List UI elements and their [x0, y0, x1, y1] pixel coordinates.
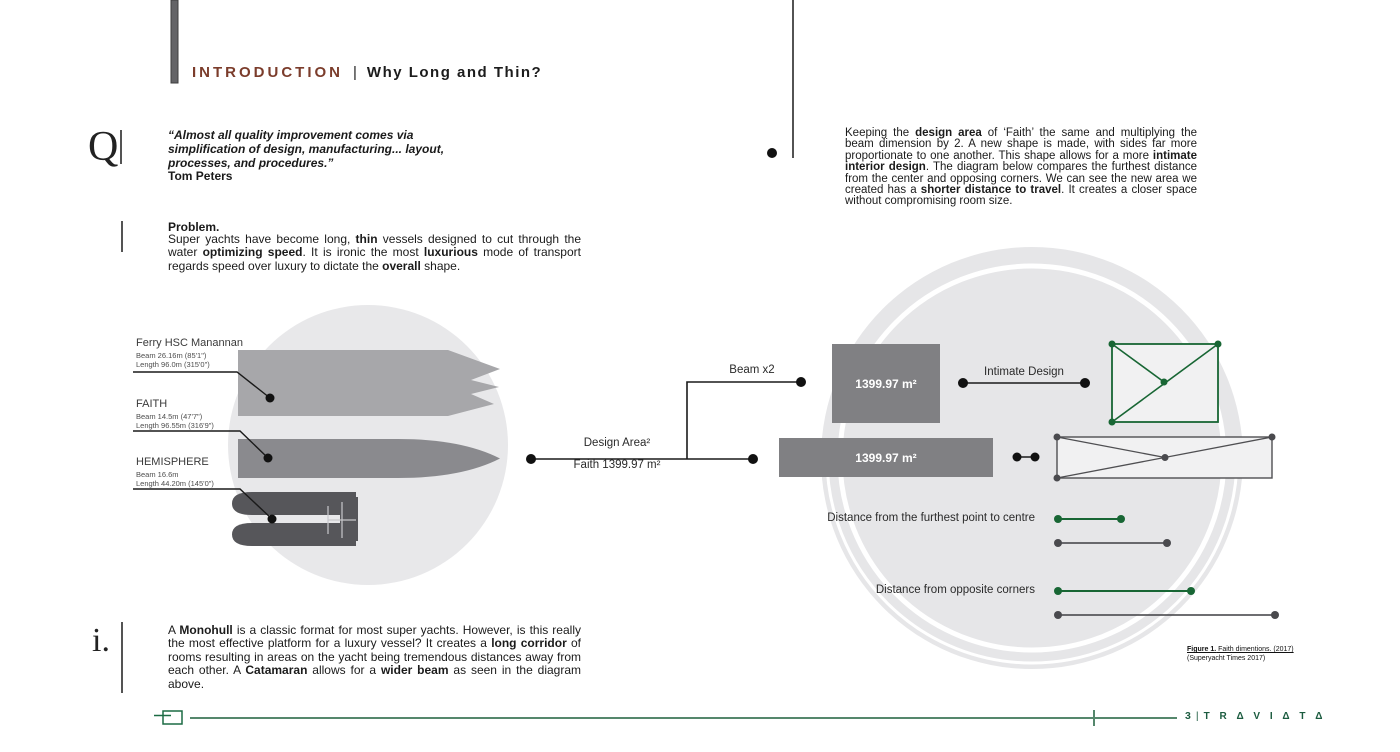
figure-caption — [1187, 646, 1294, 655]
ship-label-hemisphere — [136, 456, 214, 488]
figure-caption-text: Faith dimentions. (2017) — [1216, 646, 1294, 653]
intimate-design-label: Intimate Design — [984, 366, 1064, 378]
ship-name: FAITH — [136, 398, 168, 410]
distance-corners-label: Distance from opposite corners — [875, 584, 1035, 596]
design-area-connector — [526, 377, 806, 464]
footer-brand — [1185, 710, 1326, 722]
brand-logotype: T R Δ V I Δ T Δ — [1203, 710, 1326, 722]
page-title: Why Long and Thin? — [366, 64, 543, 81]
ship-beam: Beam 14.5m (47'7") — [136, 412, 203, 421]
long-shape-outline — [1054, 434, 1276, 482]
figure-caption-number: Figure 1. — [1187, 646, 1217, 653]
area-box-square-value: 1399.97 m² — [855, 376, 917, 391]
quote-text: “Almost all quality improvement comes via simplification of design, manufacturing... layout, processes, and procedures.” — [168, 128, 445, 170]
area-box-square — [832, 344, 940, 423]
intro-right-paragraph: Keeping the design area of ‘Faith’ the same and multiplying the beam dimension by 2. A new shape is made, with sides far more proportionate to one another. This shape allows for a more intimate interior design. The diagram below compares the furthest distance from the center and opposing corners. We can see the new area we created has a shorter distance to travel. It creates a closer space without compromising room size. — [845, 127, 1197, 208]
figure-citation — [1187, 646, 1294, 663]
design-area-label: Design Area² — [583, 437, 651, 449]
header-divider: | — [353, 64, 357, 81]
top-right-bullet — [767, 148, 777, 158]
ship-name: HEMISPHERE — [136, 456, 209, 468]
problem-paragraph: Super yachts have become long, thin vessels designed to cut through the water optimizing speed. It is ironic the most luxurious mode of transport regards speed over luxury to dictate the overall shape. — [168, 232, 581, 273]
ship-manannan-shape — [238, 350, 500, 416]
ship-label-manannan — [136, 337, 243, 369]
problem-heading: Problem. — [168, 220, 220, 234]
note-paragraph: A Monohull is a classic format for most super yachts. However, is this really the most effective platform for a luxury vessel? It creates a long corridor of rooms resulting in areas on the yacht being tremendous distances away from each other. A Catamaran allows for a wider beam as seen in the diagram above. — [168, 623, 582, 691]
area-box-wide-value: 1399.97 m² — [855, 450, 917, 465]
page-number: 3 — [1185, 710, 1191, 722]
intimate-shape-outline — [1109, 341, 1222, 426]
footer-tag-icon — [154, 711, 182, 724]
ship-beam: Beam 26.16m (85'1") — [136, 351, 207, 360]
ship-beam: Beam 16.6m — [136, 470, 179, 479]
beam-x2-label: Beam x2 — [729, 364, 775, 376]
ship-name: Ferry HSC Manannan — [136, 337, 243, 349]
section-label: INTRODUCTION — [192, 64, 343, 81]
footer-divider: | — [1195, 710, 1199, 722]
figure-source: (Superyacht Times 2017) — [1187, 654, 1266, 662]
ship-label-faith — [136, 398, 214, 430]
quote-author: Tom Peters — [168, 169, 233, 183]
ship-length: Length 96.55m (316'9") — [136, 421, 214, 430]
design-area-value: Faith 1399.97 m² — [573, 459, 661, 471]
note-mark: i. — [92, 622, 110, 659]
page-header — [192, 64, 542, 81]
area-box-wide — [779, 438, 993, 477]
quote-mark: Q — [88, 124, 119, 170]
distance-centre-label: Distance from the furthest point to centre — [827, 512, 1035, 524]
ship-length: Length 96.0m (315'0") — [136, 360, 210, 369]
header-vertical-bar — [171, 0, 178, 83]
ship-length: Length 44.20m (145'0") — [136, 479, 214, 488]
